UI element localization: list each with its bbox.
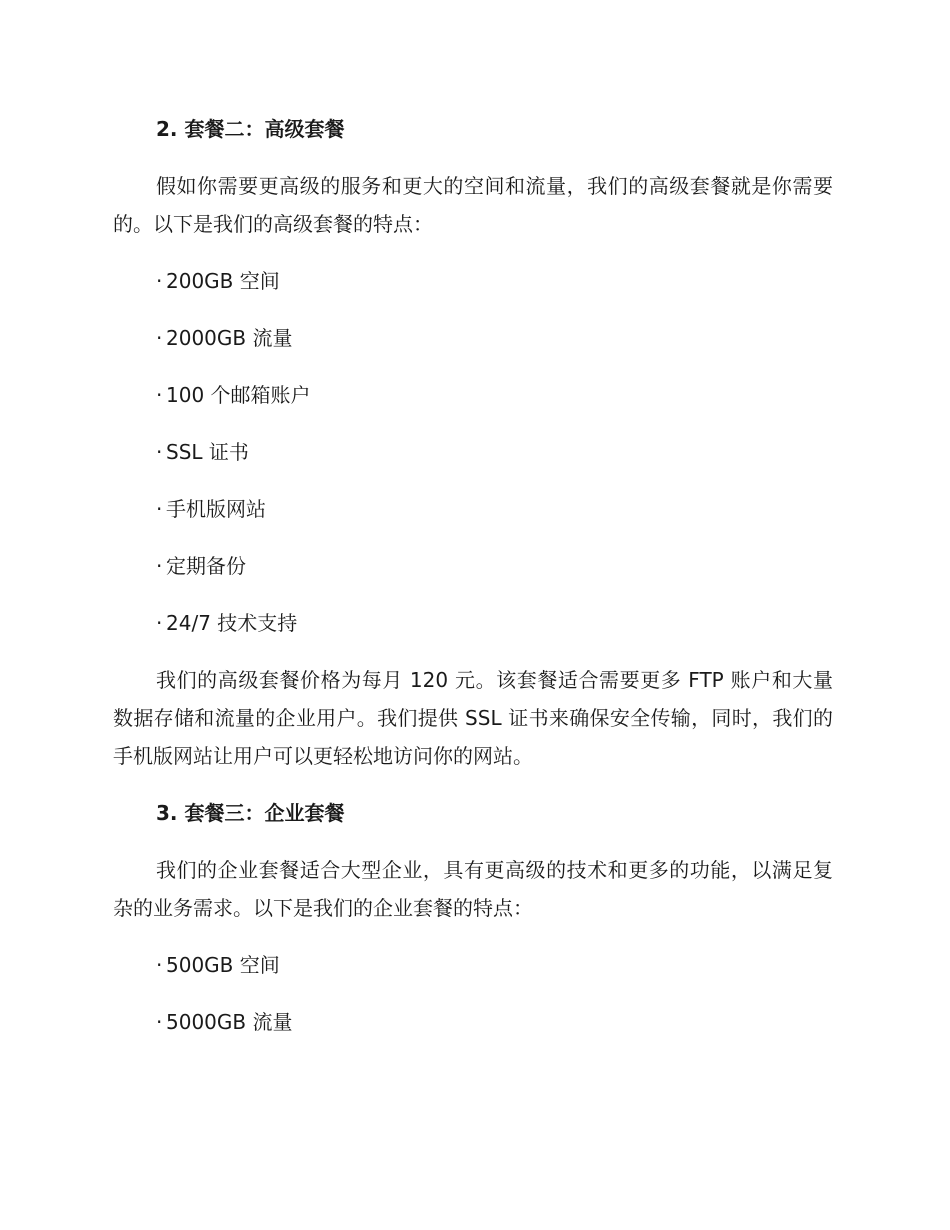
section-2-feature-item	[113, 262, 833, 300]
feature-text: 500GB 空间	[166, 953, 280, 977]
section-2-intro: 假如你需要更高级的服务和更大的空间和流量，我们的高级套餐就是你需要的。以下是我们的高级套餐的特点：	[113, 174, 833, 236]
feature-text: 5000GB 流量	[166, 1010, 293, 1034]
bullet-dot: ·	[156, 383, 163, 407]
section-3-feature-item	[113, 1003, 833, 1041]
bullet-dot: ·	[156, 953, 163, 977]
feature-text: 2000GB 流量	[166, 326, 293, 350]
section-2-summary: 我们的高级套餐价格为每月 120 元。该套餐适合需要更多 FTP 账户和大量数据存储和流量的企业用户。我们提供 SSL 证书来确保安全传输，同时，我们的手机版网站让用户可以更轻松地访问你的网站。	[113, 668, 833, 768]
section-2-feature-item	[113, 319, 833, 357]
bullet-dot: ·	[156, 1010, 163, 1034]
bullet-dot: ·	[156, 440, 163, 464]
bullet-dot: ·	[156, 554, 163, 578]
feature-text: 100 个邮箱账户	[166, 383, 311, 407]
section-2-feature-item	[113, 376, 833, 414]
bullet-dot: ·	[156, 326, 163, 350]
section-2-heading: 2. 套餐二：高级套餐	[156, 117, 345, 141]
document-body	[113, 110, 833, 1060]
section-3-heading: 3. 套餐三：企业套餐	[156, 801, 345, 825]
section-2-feature-item	[113, 433, 833, 471]
bullet-dot: ·	[156, 269, 163, 293]
feature-text: 200GB 空间	[166, 269, 280, 293]
section-2-feature-item	[113, 604, 833, 642]
feature-text: 24/7 技术支持	[166, 611, 298, 635]
feature-text: 手机版网站	[166, 497, 266, 521]
section-2-feature-item	[113, 547, 833, 585]
section-2-feature-item	[113, 490, 833, 528]
bullet-dot: ·	[156, 497, 163, 521]
section-3-intro: 我们的企业套餐适合大型企业，具有更高级的技术和更多的功能，以满足复杂的业务需求。以下是我们的企业套餐的特点：	[113, 858, 833, 920]
bullet-dot: ·	[156, 611, 163, 635]
feature-text: 定期备份	[166, 554, 246, 578]
feature-text: SSL 证书	[166, 440, 249, 464]
section-3-feature-item	[113, 946, 833, 984]
